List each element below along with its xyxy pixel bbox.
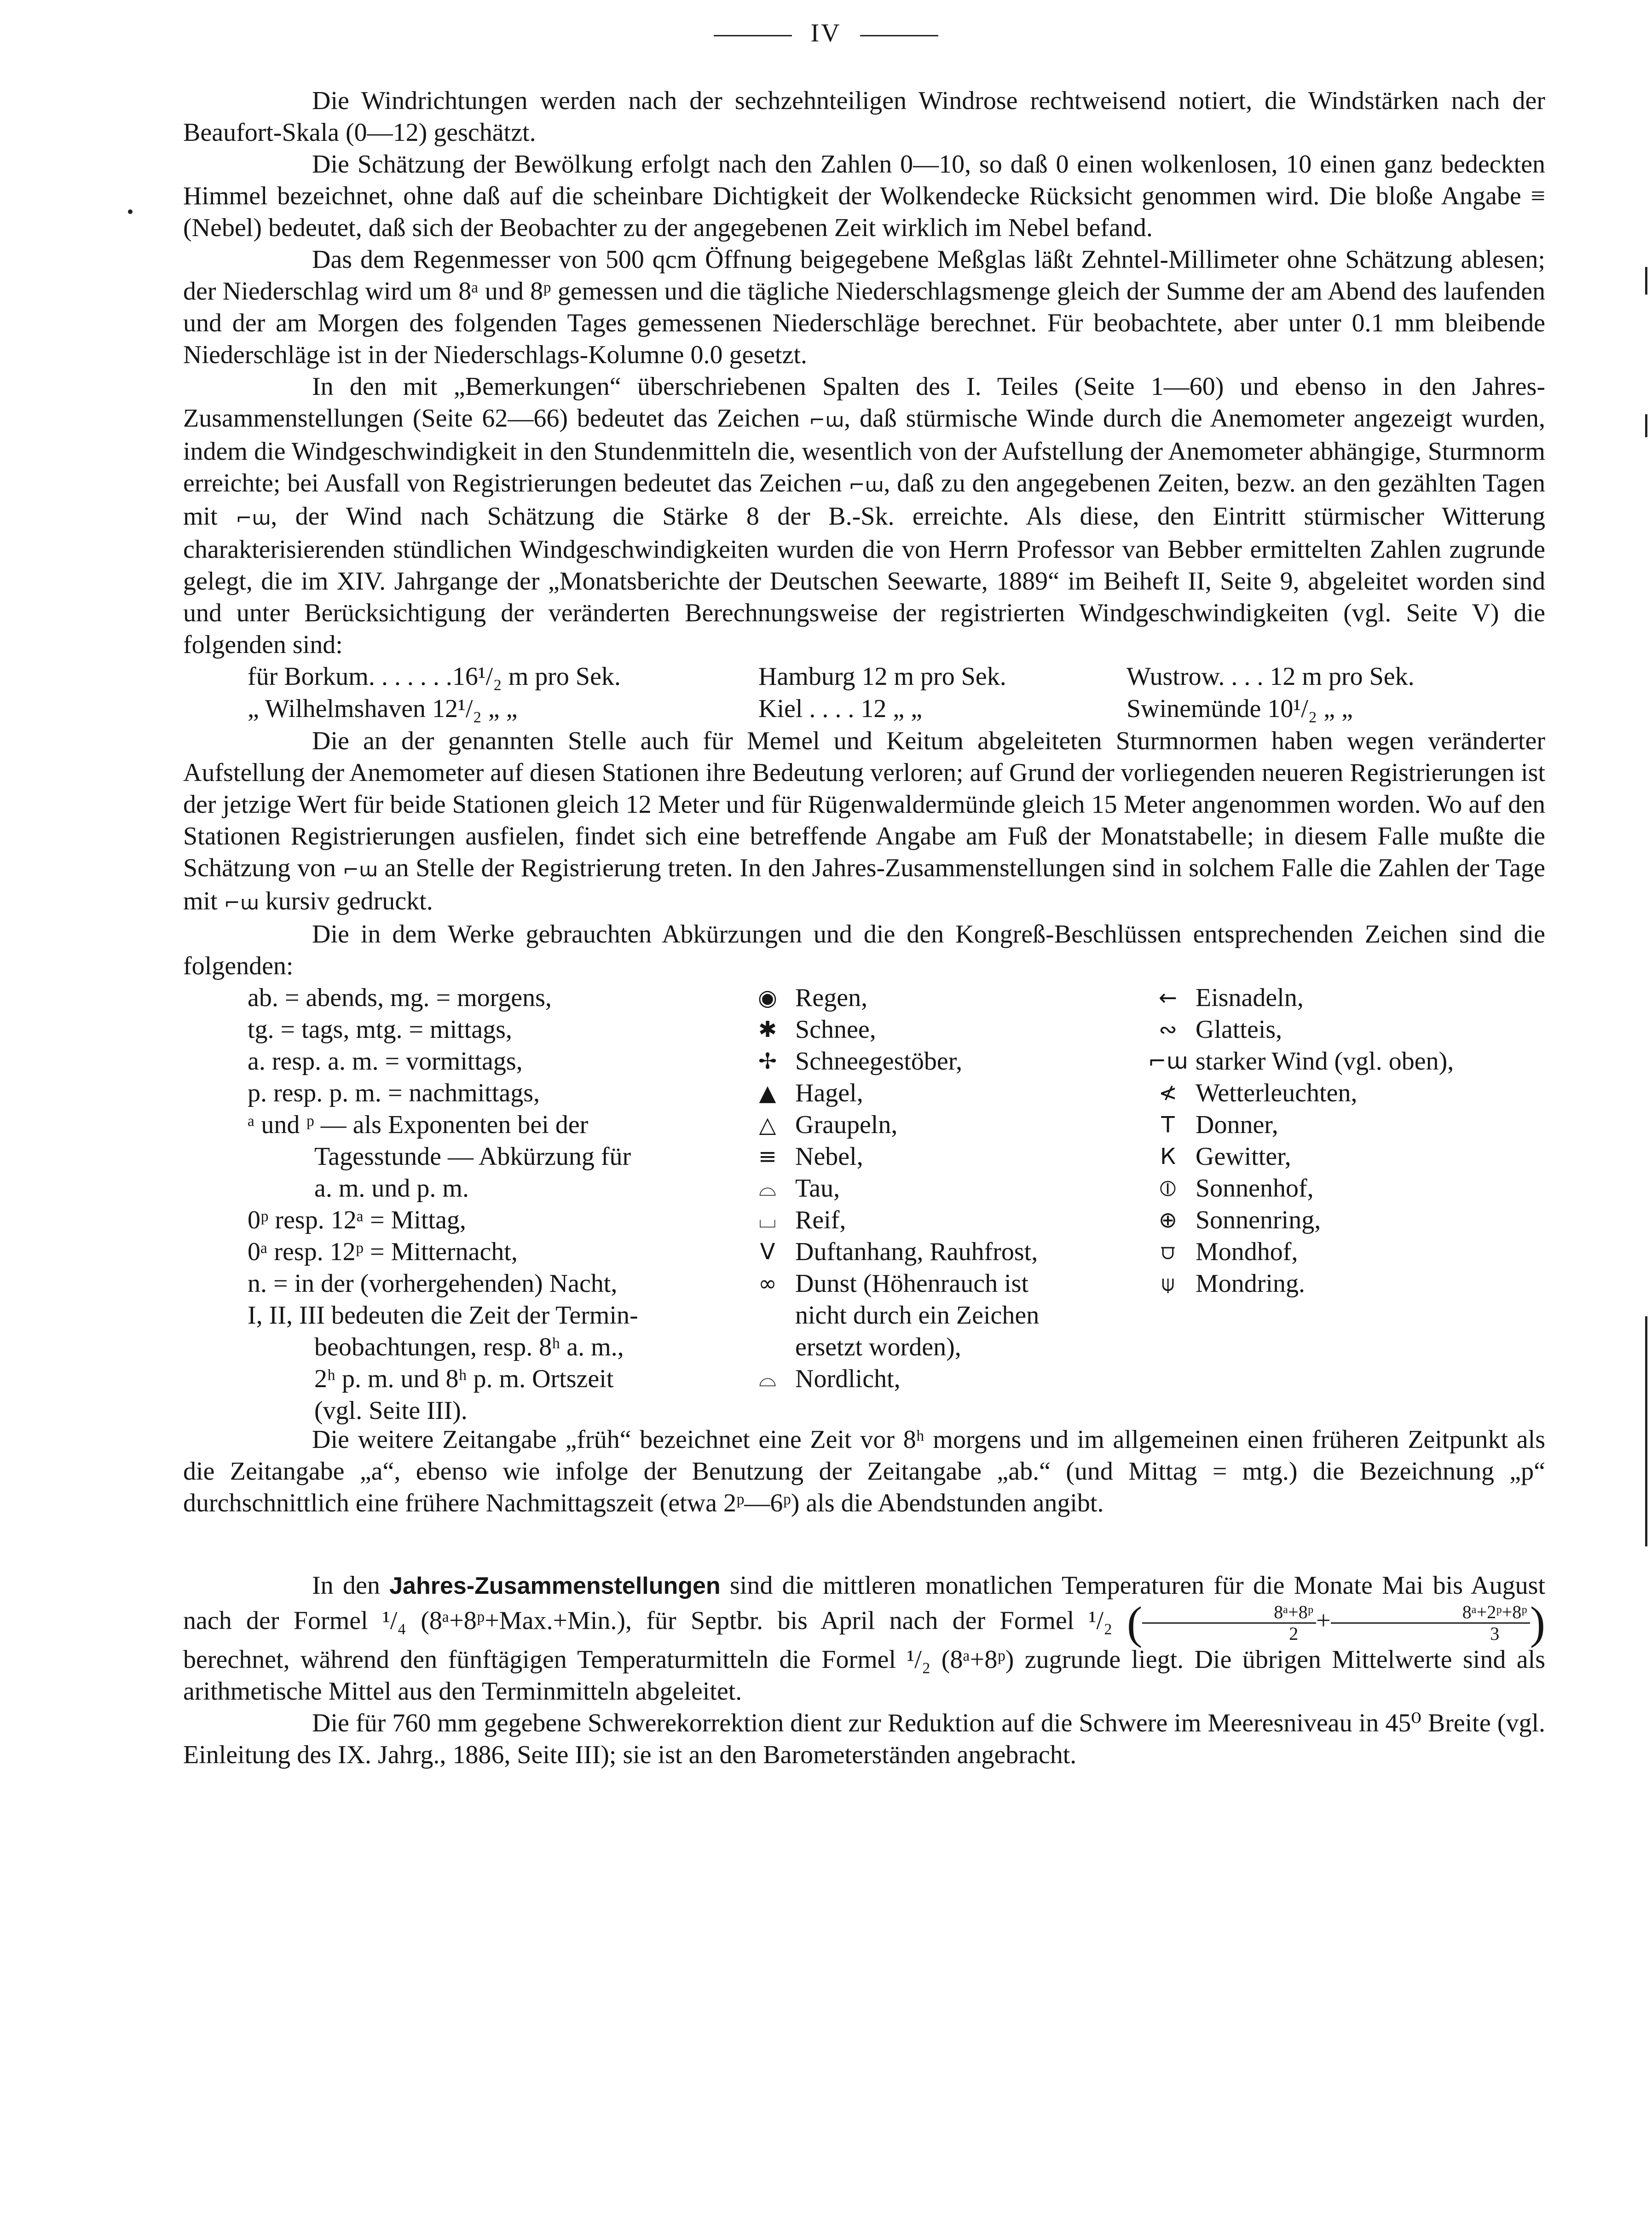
station-hamburg: Hamburg 12 m pro Sek. <box>758 662 1006 691</box>
section-gap <box>183 1519 1545 1570</box>
abbreviation-item: a. m. und p. m. <box>314 1174 469 1203</box>
symbol-row-moon-ring <box>1140 1268 1545 1300</box>
rain-icon: ◉ <box>758 985 777 1011</box>
station-wustrow: Wustrow. . . . 12 m pro Sek. <box>1126 662 1415 691</box>
strong-wind-icon: ⌐ɯ <box>224 891 259 914</box>
moon-halo-icon: ⩌ <box>1161 1239 1175 1265</box>
symbol-label: Nebel, <box>795 1142 863 1171</box>
symbol-label: Donner, <box>1196 1111 1278 1139</box>
symbol-label: Duftanhang, Rauhfrost, <box>795 1238 1038 1266</box>
symbol-label: Gewitter, <box>1196 1142 1291 1171</box>
station-swinemuende: Swinemünde 10¹/₂ „ „ <box>1126 694 1353 723</box>
remarks-text-b: , daß stürmische Winde durch die Anemometer angezeigt wurden, indem die Windgeschwindigkeit in den Stundenmitteln die, wesentlich von der Aufstellung der Anemometer abhängige, Sturmnorm erreichte; bei Ausfall von Registrierungen bedeutet das Zeichen <box>183 404 1545 498</box>
strong-wind-icon: ⌐ɯ <box>342 858 378 881</box>
sun-ring-icon: ⊕ <box>1158 1207 1178 1233</box>
page-number-text: IV <box>810 19 842 47</box>
symbol-row-dew <box>740 1173 1122 1204</box>
symbol-label: nicht durch ein Zeichen <box>795 1301 1040 1330</box>
page-number-dash-right <box>860 35 938 36</box>
symbol-row-strong-wind <box>1140 1046 1545 1077</box>
formula-fraction-1 <box>1142 1602 1316 1644</box>
symbol-row-graupel <box>740 1109 1122 1141</box>
aurora-icon: ⌓ <box>759 1366 776 1392</box>
symbol-label: Reif, <box>795 1206 846 1234</box>
symbol-row-snowdrift <box>740 1046 1122 1077</box>
strong-wind-icon: ⌐ɯ <box>1148 1048 1188 1074</box>
annual-text-b: sind die mittleren monatlichen Temperaturen für die Monate Mai bis August nach der Formel ¹/₄ (8ᵃ+8ᵖ+Max.+Min.), für Septbr. bis April nach der Formel ¹/₂ <box>183 1571 1545 1635</box>
snow-icon: ✱ <box>758 1017 777 1042</box>
abbreviation-item: a. resp. a. m. = vormittags, <box>248 1047 523 1076</box>
graupel-icon: △ <box>759 1112 776 1138</box>
storm-text-b: an Stelle der Registrierung treten. In den Jahres-Zusammenstellungen sind in solchem Falle die Zahlen der Tage mit <box>183 854 1545 915</box>
symbol-row-aurora <box>740 1363 1122 1395</box>
symbol-label: Glatteis, <box>1196 1015 1282 1044</box>
paragraph-gravity-correction: Die für 760 mm gegebene Schwerekorrektion dient zur Reduktion auf die Schwere im Meeresniveau in 45⁰ Breite (vgl. Einleitung des IX. Jahrg., 1886, Seite III); sie ist an den Barometerständen angebracht. <box>183 1709 1545 1769</box>
symbol-row-fog <box>740 1141 1122 1173</box>
paragraph-annual-summaries <box>183 1570 1545 1707</box>
station-borkum: für Borkum. . . . . . .16¹/₂ m pro Sek. <box>248 662 621 691</box>
symbol-row-haze-cont <box>740 1300 1122 1331</box>
abbreviation-item: 0ᵖ resp. 12ᵃ = Mittag, <box>248 1206 466 1234</box>
symbol-row-moon-halo <box>1140 1236 1545 1268</box>
page-number-dash-left <box>714 35 792 36</box>
strong-wind-icon: ⌐ɯ <box>849 474 884 496</box>
abbreviation-item: (vgl. Seite III). <box>314 1396 468 1425</box>
abbreviation-item: beobachtungen, resp. 8ʰ a. m., <box>314 1333 624 1361</box>
symbol-label: Dunst (Höhenrauch ist <box>795 1269 1029 1298</box>
abbreviation-item: 2ʰ p. m. und 8ʰ p. m. Ortszeit <box>314 1365 614 1393</box>
ice-needles-icon: ← <box>1158 985 1178 1011</box>
scan-edge-mark <box>1645 267 1647 295</box>
snowdrift-icon: ✢ <box>758 1048 777 1074</box>
weather-symbol-list <box>740 982 1122 1395</box>
station-kiel: Kiel . . . . 12 „ „ <box>758 694 923 723</box>
abbreviation-item: n. = in der (vorhergehenden) Nacht, <box>248 1269 618 1298</box>
rime-icon: V <box>760 1239 775 1265</box>
page-number <box>0 18 1652 48</box>
abbreviation-item: 0ᵃ resp. 12ᵖ = Mitternacht, <box>248 1238 518 1266</box>
symbol-label: Tau, <box>795 1174 840 1203</box>
symbol-row-snow <box>740 1014 1122 1046</box>
paragraph-precipitation: Das dem Regenmesser von 500 qcm Öffnung beigegebene Meßglas läßt Zehntel-Millimeter ohne Schätzung ablesen; der Niederschlag wird um 8ᵃ und 8ᵖ gemessen und die tägliche Niederschlagsmenge gleich der Summe der am Abend des laufenden und der am Morgen des folgenden Tages gemessenen Niederschläge berechnet. Für beobachtete, aber unter 0.1 mm bleibende Niederschläge ist in der Niederschlags-Kolumne 0.0 gesetzt. <box>183 245 1545 369</box>
annual-text-c: berechnet, während den fünftägigen Temperaturmitteln die Formel ¹/₂ (8ᵃ+8ᵖ) zugrunde liegt. Die übrigen Mittelwerte sind als arithmetische Mittel aus den Terminmitteln abgeleitet. <box>183 1645 1545 1706</box>
fraction-denominator: 2 <box>1289 1623 1299 1644</box>
fraction-numerator: 8ᵃ+8ᵖ <box>1142 1602 1316 1624</box>
symbol-label: Sonnenhof, <box>1196 1174 1314 1203</box>
symbol-row-ice-needles <box>1140 982 1545 1014</box>
thunderstorm-icon: К <box>1160 1144 1176 1169</box>
moon-ring-icon: ⍦ <box>1161 1271 1175 1296</box>
paragraph-clouds: Die Schätzung der Bewölkung erfolgt nach den Zahlen 0—10, so daß 0 einen wolkenlosen, 10 einen ganz bedeckten Himmel bezeichnet, ohne daß auf die scheinbare Dichtigkeit der Wolkendecke Rücksicht genommen wird. Die bloße Angabe ≡ (Nebel) bedeutet, daß sich der Beobachter zu der angegebenen Zeit wirklich im Nebel befand. <box>183 150 1545 242</box>
glaze-icon: ∾ <box>1158 1017 1178 1042</box>
scan-edge-mark <box>1645 414 1647 437</box>
storm-text-a: Die an der genannten Stelle auch für Memel und Keitum abgeleiteten Sturmnormen haben wegen veränderter Aufstellung der Anemometer auf diesen Stationen ihre Bedeutung verloren; auf Grund der vorliegenden neueren Registrierungen ist der jetzige Wert für beide Stationen gleich 12 Meter und für Rügenwaldermünde gleich 15 Meter angenommen worden. Wo auf den Stationen Registrierungen ausfielen, findet sich eine betreffende Angabe am Fuß der Monatstabelle; in diesem Falle mußte die Schätzung von <box>183 727 1545 882</box>
symbol-row-thunder <box>1140 1109 1545 1141</box>
page-body <box>183 85 1545 1771</box>
remarks-text-a: In den mit „Bemerkungen“ überschriebenen Spalten des I. Teiles (Seite 1—60) und ebenso in den Jahres-Zusammenstellungen (Seite 62—66) bedeutet das Zeichen <box>183 372 1545 433</box>
formula-paren-close: ) <box>1530 1597 1546 1649</box>
strong-wind-icon: ⌐ɯ <box>809 409 844 431</box>
symbol-label: ersetzt worden), <box>795 1333 961 1361</box>
paragraph-storm-norms <box>183 725 1545 919</box>
remarks-text-c: , daß zu den angegebenen Zeiten, bezw. an den gezählten Tagen mit <box>183 469 1546 531</box>
dew-icon: ⌓ <box>759 1175 776 1201</box>
strong-wind-icon: ⌐ɯ <box>236 507 271 529</box>
abbreviation-item: tg. = tags, mtg. = mittags, <box>248 1015 512 1044</box>
paragraph-remarks <box>183 371 1545 661</box>
symbol-label: Schnee, <box>795 1015 876 1044</box>
station-storm-norms <box>183 661 1545 725</box>
symbol-label: Regen, <box>795 984 868 1012</box>
formula-plus: + <box>1316 1606 1331 1635</box>
annual-text-a: In den <box>312 1571 380 1600</box>
abbreviation-item: Tagesstunde — Abkürzung für <box>314 1142 631 1171</box>
symbol-label: Graupeln, <box>795 1111 898 1139</box>
symbol-label: Nordlicht, <box>795 1365 901 1393</box>
symbol-label: Sonnenring, <box>1196 1206 1321 1234</box>
symbol-label: Wetterleuchten, <box>1196 1079 1357 1107</box>
symbol-label: Hagel, <box>795 1079 863 1107</box>
symbol-row-rain <box>740 982 1122 1014</box>
paragraph-wind: Die Windrichtungen werden nach der sechzehnteiligen Windrose rechtweisend notiert, die Windstärken nach der Beaufort-Skala (0—12) geschätzt. <box>183 87 1545 147</box>
station-wilhelmshaven: „ Wilhelmshaven 12¹/₂ „ „ <box>248 694 518 723</box>
abbreviations-table <box>183 982 1545 1424</box>
haze-icon: ∞ <box>758 1271 777 1296</box>
symbol-row-glaze <box>1140 1014 1545 1046</box>
symbol-label: Schneegestöber, <box>795 1047 963 1076</box>
symbol-row-sun-ring <box>1140 1204 1545 1236</box>
symbol-row-hail <box>740 1077 1122 1109</box>
frost-icon: ⌴ <box>758 1207 777 1233</box>
formula-paren-open: ( <box>1126 1597 1143 1649</box>
symbol-label: starker Wind (vgl. oben), <box>1196 1047 1454 1076</box>
symbol-row-haze-cont <box>740 1331 1122 1363</box>
abbreviation-item: ab. = abends, mg. = morgens, <box>248 984 552 1012</box>
abbreviation-item: p. resp. p. m. = nachmittags, <box>248 1079 540 1107</box>
scan-speck <box>128 209 133 214</box>
sun-halo-icon: ⦶ <box>1160 1175 1176 1201</box>
fraction-denominator: 3 <box>1490 1623 1500 1644</box>
paragraph-time-notes: Die weitere Zeitangabe „früh“ bezeichnet eine Zeit vor 8ʰ morgens und im allgemeinen einen früheren Zeitpunkt als die Zeitangabe „a“, ebenso wie infolge der Benutzung der Zeitangabe „ab.“ (und Mittag = mtg.) die Bezeichnung „p“ durchschnittlich eine frühere Nachmittagszeit (etwa 2ᵖ—6ᵖ) als die Abendstunden angibt. <box>183 1425 1545 1517</box>
abbreviation-item: ᵃ und ᵖ — als Exponenten bei der <box>248 1111 589 1139</box>
thunder-icon: T <box>1161 1112 1175 1138</box>
symbol-row-haze <box>740 1268 1122 1300</box>
remarks-text-d: , der Wind nach Schätzung die Stärke 8 der B.-Sk. erreichte. Als diese, den Eintritt stürmischer Witterung charakterisierenden stündlichen Windgeschwindigkeiten wurden die von Herrn Professor van Bebber ermittelten Zahlen zugrunde gelegt, die im XIV. Jahrgange der „Monatsberichte der Deutschen Seewarte, 1889“ im Beiheft II, Seite 9, abgeleitet worden sind und unter Berücksichtigung der veränderten Berechnungsweise der registrierten Windgeschwindigkeiten (vgl. Seite V) die folgenden sind: <box>183 502 1546 659</box>
hail-icon: ▲ <box>759 1080 776 1106</box>
symbol-label: Eisnadeln, <box>1196 984 1304 1012</box>
fraction-numerator: 8ᵃ+2ᵖ+8ᵖ <box>1331 1602 1530 1624</box>
symbol-row-sun-halo <box>1140 1173 1545 1204</box>
symbol-label: Mondhof, <box>1196 1238 1298 1266</box>
abbreviation-list <box>248 982 731 1427</box>
symbol-row-lightning <box>1140 1077 1545 1109</box>
symbol-row-frost <box>740 1204 1122 1236</box>
formula-fraction-2 <box>1331 1602 1530 1644</box>
symbol-row-rime <box>740 1236 1122 1268</box>
sheet-lightning-icon: ≮ <box>1158 1080 1178 1106</box>
annual-bold-term: Jahres-Zusammenstellungen <box>389 1573 721 1599</box>
symbol-label: Mondring. <box>1196 1269 1305 1298</box>
scan-edge-mark <box>1645 1316 1647 1546</box>
storm-text-c: kursiv gedruckt. <box>265 887 433 915</box>
symbol-row-thunderstorm <box>1140 1141 1545 1173</box>
paragraph-abbreviations-intro: Die in dem Werke gebrauchten Abkürzungen und die den Kongreß-Beschlüssen entsprechenden Zeichen sind die folgenden: <box>183 920 1545 980</box>
abbreviation-item: I, II, III bedeuten die Zeit der Termin- <box>248 1301 638 1330</box>
fog-icon: ≡ <box>758 1144 777 1169</box>
weather-symbol-list-right <box>1140 982 1545 1300</box>
